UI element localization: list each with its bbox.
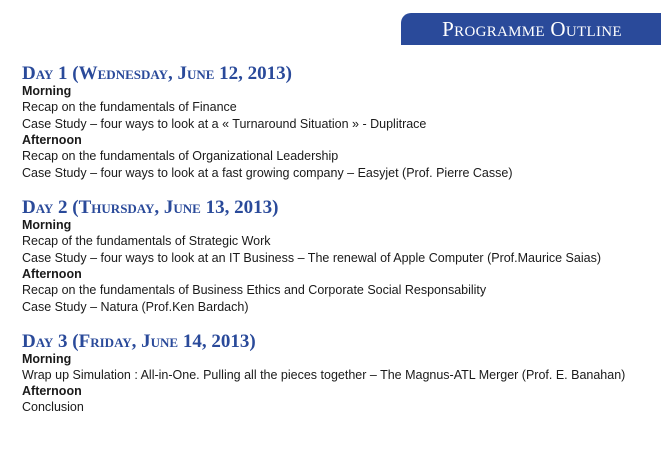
day-3-afternoon-item-1: Conclusion [22,400,84,414]
day-2-afternoon-item-1: Recap on the fundamentals of Business Ethics and Corporate Social Responsability [22,283,487,297]
day-1-afternoon-item-1: Recap on the fundamentals of Organizational Leadership [22,149,339,163]
day-1-afternoon-item-2: Case Study – four ways to look at a fast growing company – Easyjet (Prof. Pierre Casse) [22,166,513,180]
day-3-title: Day 3 (Friday, June 14, 2013) [22,331,256,352]
day-1-morning-item-1: Recap on the fundamentals of Finance [22,100,237,114]
day-1-morning-item-2: Case Study – four ways to look at a « Turnaround Situation » - Duplitrace [22,117,427,131]
day-1-afternoon-label: Afternoon [22,133,82,147]
day-3-section [22,332,652,416]
day-3-morning-label: Morning [22,352,72,366]
day-2-title: Day 2 (Thursday, June 13, 2013) [22,197,279,218]
day-1-morning-label: Morning [22,84,72,98]
programme-outline-banner [401,13,661,45]
day-3-morning-item-1: Wrap up Simulation : All-in-One. Pulling all the pieces together – The Magnus-ATL Merger (Prof. E. Banahan) [22,368,626,382]
day-2-afternoon-item-2: Case Study – Natura (Prof.Ken Bardach) [22,300,249,314]
banner-title: Programme Outline [442,17,622,41]
day-2-morning-item-1: Recap of the fundamentals of Strategic Work [22,234,271,248]
day-1-title: Day 1 (Wednesday, June 12, 2013) [22,63,292,84]
day-2-morning-label: Morning [22,218,72,232]
day-1-section [22,64,652,182]
day-2-afternoon-label: Afternoon [22,267,82,281]
programme-content [22,64,652,432]
day-2-morning-item-2: Case Study – four ways to look at an IT Business – The renewal of Apple Computer (Prof.Maurice Saias) [22,251,601,265]
day-2-section [22,198,652,316]
day-3-afternoon-label: Afternoon [22,384,82,398]
